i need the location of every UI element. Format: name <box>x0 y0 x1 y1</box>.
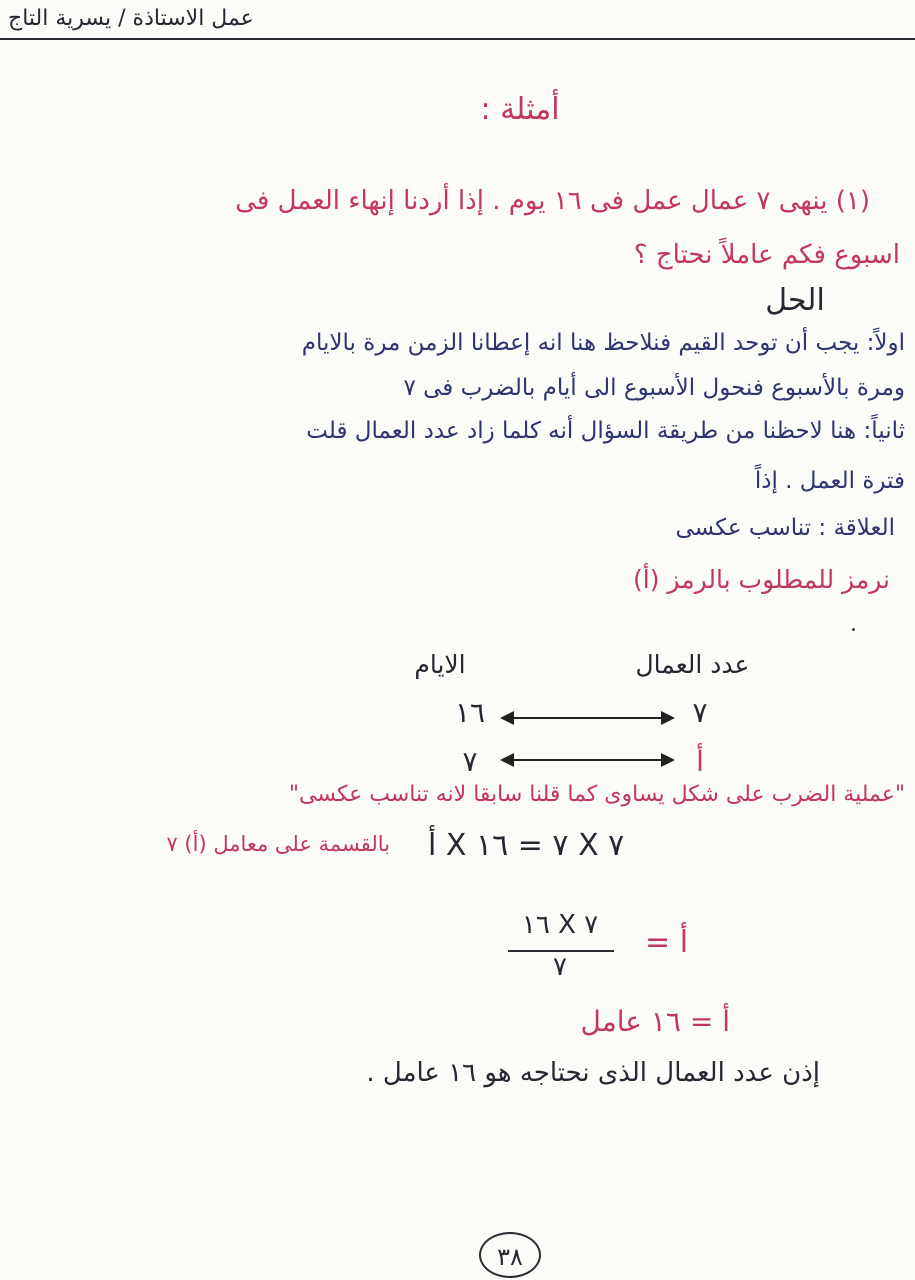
division-note: بالقسمة على معامل (أ) ٧ <box>166 832 390 856</box>
paper-speck <box>852 628 855 631</box>
step2-line-1: ثانياً: هنا لاحظنا من طريقة السؤال أنه كلما زاد عدد العمال قلت <box>306 418 905 444</box>
final-statement: إذن عدد العمال الذى نحتاجه هو ١٦ عامل . <box>366 1058 820 1088</box>
step1-line-2: ومرة بالأسبوع فنحول الأسبوع الى أيام بالضرب فى ٧ <box>403 375 905 401</box>
question-line-1: (١) ينهى ٧ عمال عمل فى ١٦ يوم . إذا أردنا إنهاء العمل فى <box>235 186 870 216</box>
fraction-numerator: ١٦ X ٧ <box>521 910 599 940</box>
header-rule <box>0 38 915 40</box>
fraction-rhs: = أ <box>645 925 689 960</box>
main-equation: أ X ٧ = ١٦ X ٧ <box>428 828 625 863</box>
row1-workers: ٧ <box>692 696 708 729</box>
step1-line-1: اولاً: يجب أن توحد القيم فنلاحظ هنا انه إعطانا الزمن مرة بالايام <box>301 330 905 356</box>
double-arrow-icon <box>500 708 675 728</box>
answer-line: أ = ١٦ عامل <box>580 1005 730 1038</box>
row2-days: ٧ <box>462 745 478 778</box>
column-days-header: الايام <box>414 650 466 679</box>
examples-heading: أمثلة : <box>480 92 560 127</box>
question-line-2: اسبوع فكم عاملاً نحتاج ؟ <box>633 240 900 270</box>
step2-line-2: فترة العمل . إذاً <box>754 468 905 494</box>
page-number: ٣٨ <box>479 1232 541 1278</box>
row2-workers: أ <box>696 745 704 778</box>
header-author: عمل الاستاذة / يسرية التاج <box>8 6 254 31</box>
relation-line: العلاقة : تناسب عكسى <box>675 515 895 541</box>
symbol-note: نرمز للمطلوب بالرمز (أ) <box>633 565 890 594</box>
solution-label: الحل <box>765 283 825 318</box>
double-arrow-icon <box>500 750 675 770</box>
row1-days: ١٦ <box>454 696 486 729</box>
multiplication-note: "عملية الضرب على شكل يساوى كما قلنا سابقا لانه تناسب عكسى" <box>288 782 905 807</box>
fraction-denominator: ٧ <box>553 952 567 982</box>
column-workers-header: عدد العمال <box>635 650 750 679</box>
